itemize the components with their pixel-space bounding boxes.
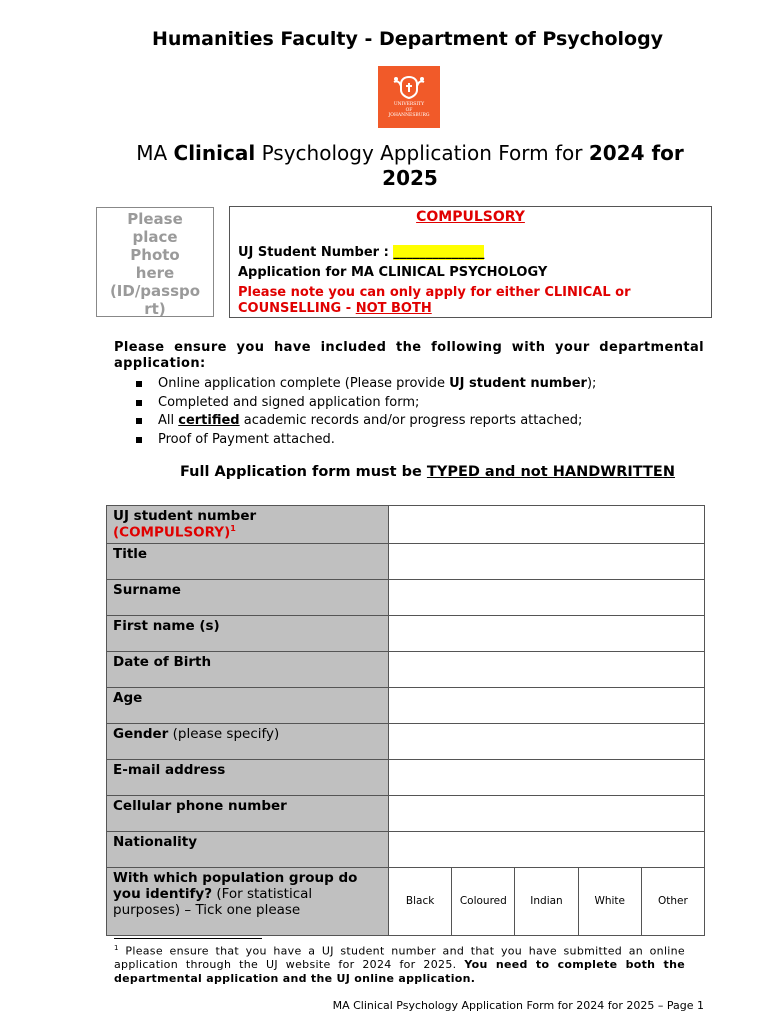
gender-input[interactable] [389,723,705,759]
population-options [389,867,705,935]
cell-label: Cellular phone number [107,795,389,831]
checklist [114,375,596,449]
table-row [107,795,705,831]
table-row [107,759,705,795]
table-row [107,687,705,723]
first-name-input[interactable] [389,615,705,651]
email-input[interactable] [389,759,705,795]
table-row [107,543,705,579]
either-or-note: Please note you can only apply for either CLINICAL or [238,285,631,300]
compulsory-title: COMPULSORY [416,209,525,225]
student-number-line: UJ Student Number : ______________ [238,245,485,260]
dob-label: Date of Birth [107,651,389,687]
nationality-input[interactable] [389,831,705,867]
table-row [107,723,705,759]
age-input[interactable] [389,687,705,723]
population-option-white[interactable]: White [579,868,642,935]
bullet-icon [136,381,142,387]
population-label: With which population group do you identify? (For statistical purposes) – Tick one please [107,867,389,935]
student-number-label: UJ student number (COMPULSORY)$^1$ [107,506,389,544]
details-table [106,505,705,936]
student-number-blank[interactable]: ______________ [393,245,485,260]
title-label: Title [107,543,389,579]
table-row [107,506,705,544]
application-for: Application for MA CLINICAL PSYCHOLOGY [238,265,548,280]
footnote-divider [114,938,262,939]
compulsory-box [229,206,712,318]
surname-label: Surname [107,579,389,615]
university-logo [378,66,440,128]
list-item: All certified academic records and/or progress reports attached; [114,412,596,431]
title-input[interactable] [389,543,705,579]
faculty-heading: Humanities Faculty - Department of Psychology [151,28,664,50]
table-row [107,579,705,615]
footnote: $^1$ Please ensure that you have a UJ student number and that you have submitted an online application through the UJ website for 2024 for 2025. You need to complete both the departmental application and the UJ online application. [114,944,686,985]
surname-input[interactable] [389,579,705,615]
gender-label: Gender (please specify) [107,723,389,759]
student-number-input[interactable] [389,506,705,544]
intro-text: Please ensure you have included the following with your departmental application: [114,340,704,371]
typed-note: Full Application form must be TYPED and not HANDWRITTEN [180,464,675,480]
table-row [107,615,705,651]
population-option-coloured[interactable]: Coloured [452,868,515,935]
table-row [107,831,705,867]
list-item: Completed and signed application form; [114,394,596,413]
page-footer: MA Clinical Psychology Application Form for 2024 for 2025 – Page 1 [332,999,704,1012]
cell-input[interactable] [389,795,705,831]
list-item: Proof of Payment attached. [114,431,596,450]
population-option-indian[interactable]: Indian [515,868,578,935]
bullet-icon [136,418,142,424]
table-row [107,651,705,687]
age-label: Age [107,687,389,723]
email-label: E-mail address [107,759,389,795]
bullet-icon [136,437,142,443]
university-crest-icon [390,74,428,100]
bullet-icon [136,400,142,406]
logo-text: UNIVERSITY OF JOHANNESBURG [388,102,430,118]
table-row [107,867,705,935]
form-title: MA Clinical Psychology Application Form for 2024 for 2025 [136,141,684,190]
list-item: Online application complete (Please provide UJ student number); [114,375,596,394]
population-option-black[interactable]: Black [389,868,452,935]
either-or-note-2: COUNSELLING - NOT BOTH [238,301,432,316]
first-name-label: First name (s) [107,615,389,651]
population-option-other[interactable]: Other [658,895,688,907]
nationality-label: Nationality [107,831,389,867]
photo-placeholder[interactable]: Please place Photo here (ID/passpo rt) [96,207,214,317]
dob-input[interactable] [389,651,705,687]
